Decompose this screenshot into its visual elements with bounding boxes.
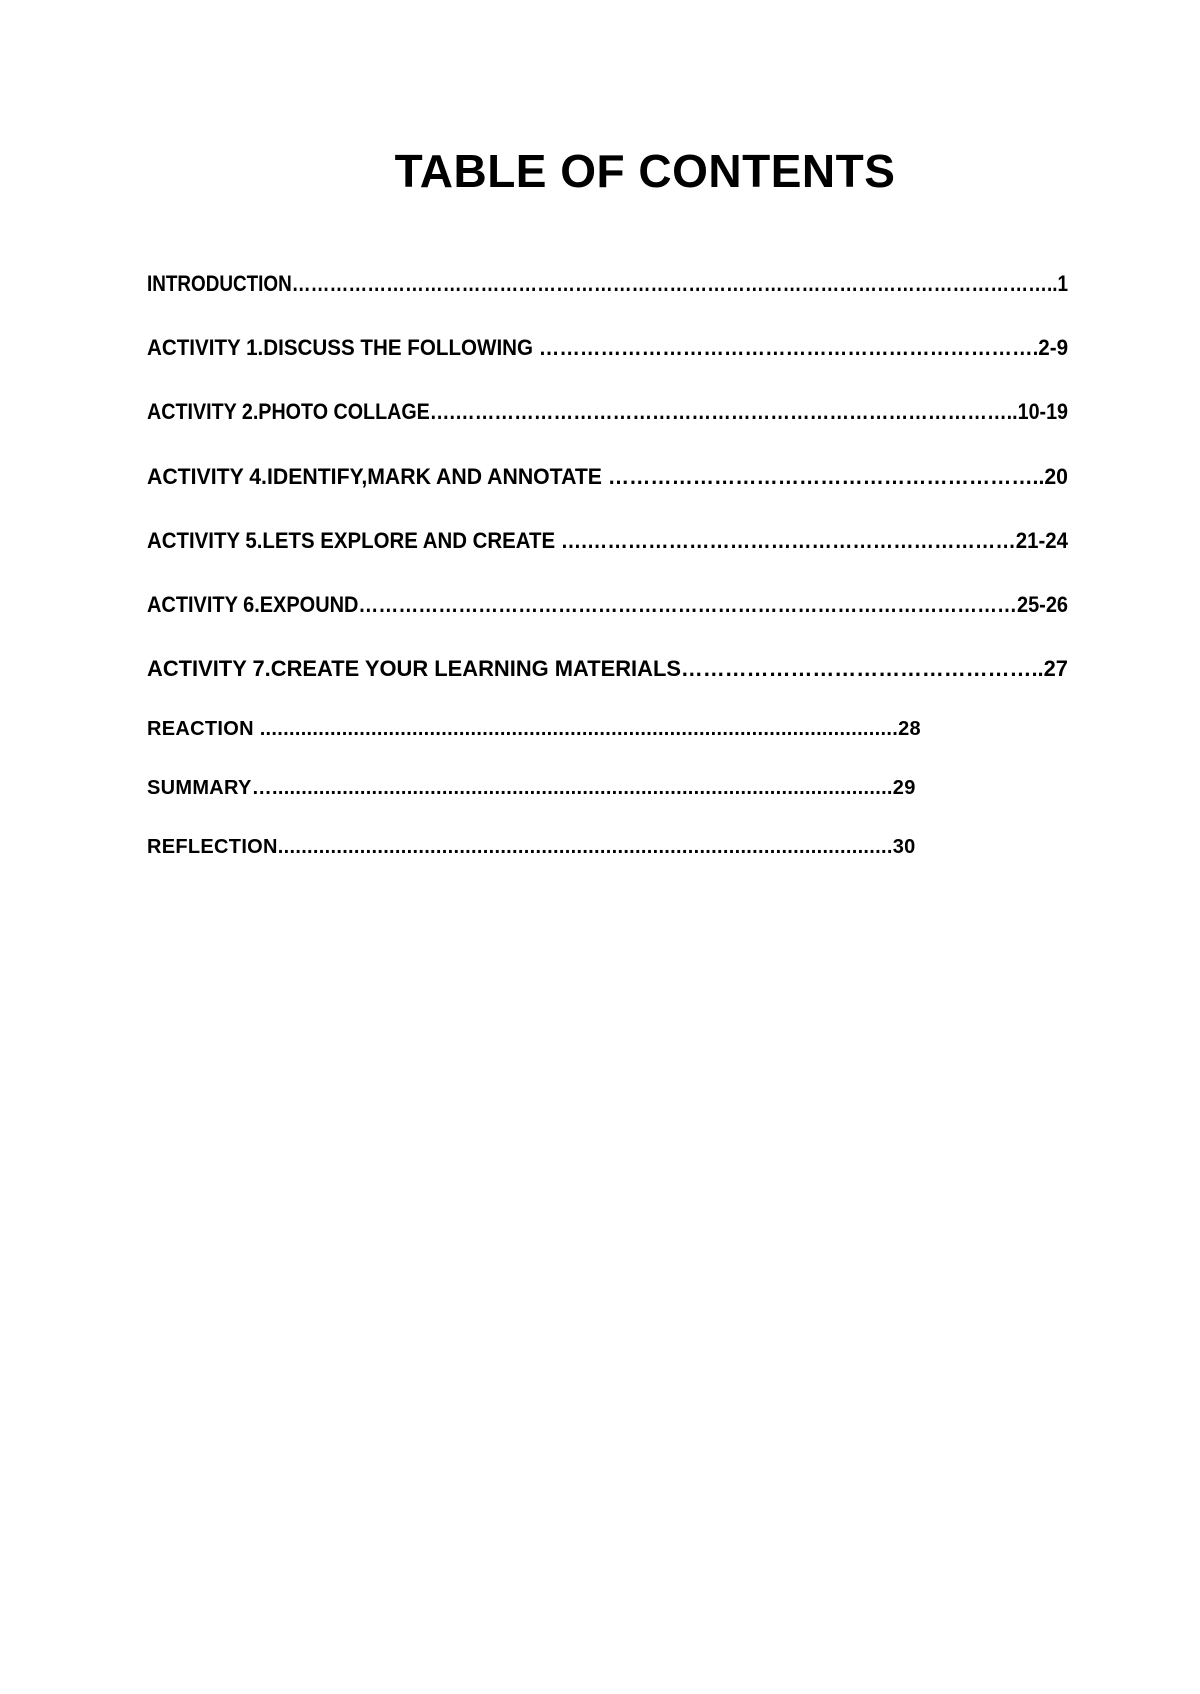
toc-entry-summary: SUMMARY…..........................................................................................................29: [147, 777, 916, 799]
page-title: TABLE OF CONTENTS: [394, 145, 896, 197]
toc-entry-reflection: REFLECTION.........................................................................................................30: [147, 836, 916, 858]
toc-entry-introduction: INTRODUCTION…………………………………………………………………………………………………………..1: [147, 271, 1068, 296]
toc-entry-activity-7: ACTIVITY 7.CREATE YOUR LEARNING MATERIALS…………………………………………..27: [147, 656, 1069, 681]
toc-entry-reaction: REACTION .............................................................................................................28: [147, 718, 921, 740]
toc-entry-activity-2: ACTIVITY 2.PHOTO COLLAGE….…………………………………………………………………………..10-19: [147, 399, 1069, 424]
toc-entry-activity-1: ACTIVITY 1.DISCUSS THE FOLLOWING ……………………………………………………………….2-9: [147, 335, 1069, 360]
toc-entry-activity-4: ACTIVITY 4.IDENTIFY,MARK AND ANNOTATE ……………………………………………………..20: [147, 464, 1068, 489]
toc-entry-activity-6: ACTIVITY 6.EXPOUND………………………………………………………………………………………25-26: [147, 592, 1069, 617]
toc-entry-activity-5: ACTIVITY 5.LETS EXPLORE AND CREATE ….………………………………………………………21-24: [147, 528, 1069, 553]
